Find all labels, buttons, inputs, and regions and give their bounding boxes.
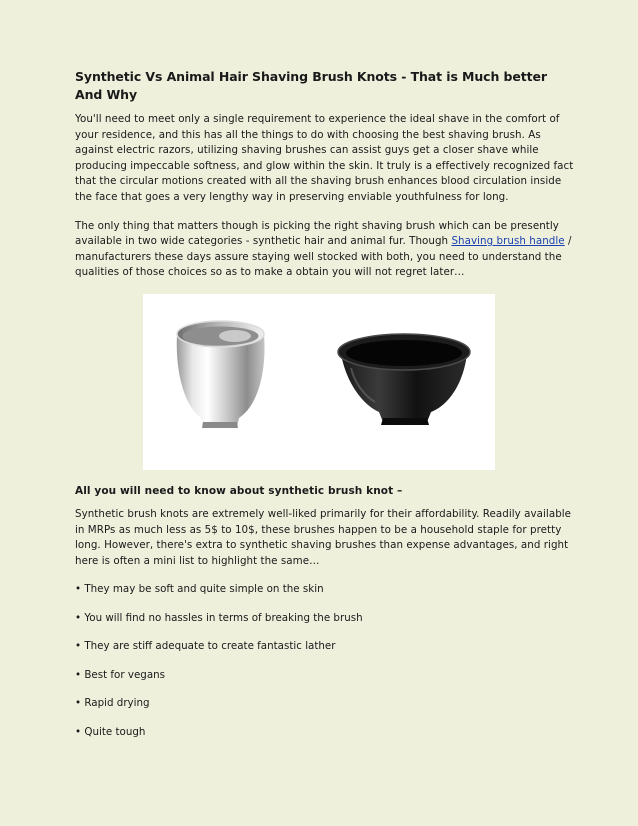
article-body	[75, 68, 575, 753]
list-item: • You will find no hassles in terms of breaking the brush	[75, 611, 363, 624]
categories-paragraph	[75, 219, 575, 281]
advantages-list	[75, 582, 575, 740]
shaving-bowls-illustration	[143, 294, 495, 470]
list-item: • Best for vegans	[75, 668, 166, 681]
list-item: • Rapid drying	[75, 697, 150, 710]
article-title: Synthetic Vs Animal Hair Shaving Brush Knots - That is Much better And Why	[75, 69, 547, 102]
para-text-before: The only thing that matters though is picking the right shaving brush which can be presently available in two wide categories - synthetic hair and animal fur. Though	[75, 219, 559, 248]
steel-bowl-icon	[177, 321, 265, 428]
para-text-after: / manufacturers these days assure staying well stocked with both, you need to understand the qualities of those choices so as to make a obtain you will not regret later…	[75, 235, 572, 279]
list-item: • They are stiff adequate to create fantastic lather	[75, 640, 336, 653]
list-item: • Quite tough	[75, 725, 146, 738]
synthetic-knot-paragraph: Synthetic brush knots are extremely well-liked primarily for their affordability. Readily available in MRPs as much less as 5$ to 10$, these brushes happen to be a household staple for pretty long. However, there's extra to synthetic shaving brushes than expense advantages, and right here is often a mini list to highlight the same…	[75, 507, 572, 567]
shaving-brush-handle-link[interactable]: Shaving brush handle	[451, 235, 565, 248]
intro-paragraph: You'll need to meet only a single requirement to experience the ideal shave in the comfort of your residence, and this has all the things to do with choosing the best shaving brush. As against electric razors, utilizing shaving brushes can assist guys get a closer shave while producing impeccable softness, and glow within the skin. It truly is a effectively recognized fact that the circular motions created with all the shaving brush enhances blood circulation inside the face that goes a very lengthy way in preserving enviable youthfulness for long.	[75, 113, 574, 203]
black-bowl-icon	[338, 334, 470, 425]
shaving-bowls-image	[143, 294, 495, 470]
list-item: • They may be soft and quite simple on the skin	[75, 583, 324, 596]
section-heading: All you will need to know about synthetic brush knot –	[75, 484, 403, 497]
